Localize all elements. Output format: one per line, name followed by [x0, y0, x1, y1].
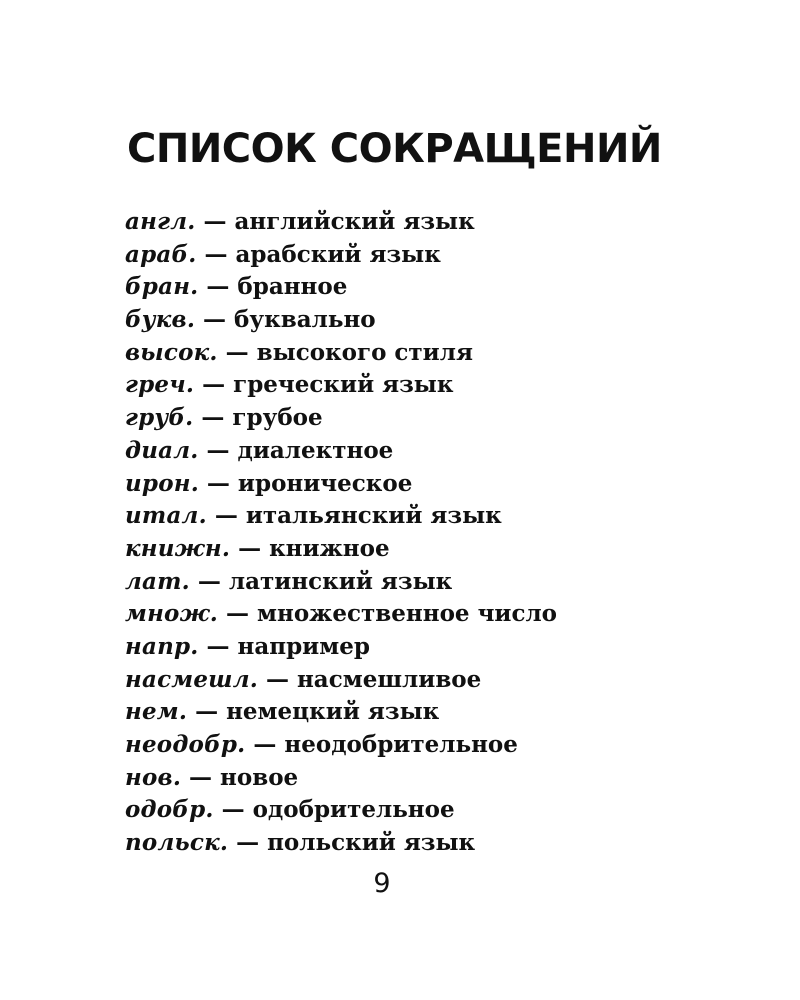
abbreviation-term: греч.: [125, 371, 195, 399]
abbreviation-entry: [125, 304, 557, 337]
abbreviation-definition: — диалектное: [198, 436, 394, 464]
abbreviation-term: насмешл.: [125, 665, 258, 693]
abbreviation-definition: — буквально: [195, 306, 376, 334]
abbreviation-definition: — грубое: [193, 404, 323, 432]
abbreviation-term: одобр.: [125, 796, 214, 824]
abbreviation-term: высок.: [125, 338, 218, 366]
abbreviation-definition: — насмешливое: [257, 665, 482, 693]
abbreviation-entry: [125, 206, 557, 239]
abbreviation-entry: [125, 271, 557, 304]
abbreviation-definition: — неодобрительное: [245, 731, 518, 758]
abbreviation-term: нем.: [125, 698, 188, 726]
abbreviation-term: диал.: [125, 436, 199, 464]
abbreviation-entry: [125, 664, 557, 697]
abbreviation-entry: [125, 402, 557, 435]
abbreviation-entry: [125, 827, 557, 860]
abbreviation-definition: — польский язык: [228, 829, 476, 857]
abbreviation-term: груб.: [125, 404, 194, 432]
abbreviation-term: ирон.: [125, 469, 199, 497]
abbreviation-term: книжн.: [125, 534, 231, 562]
abbreviation-entry: [125, 794, 557, 827]
abbreviation-entry: [125, 533, 557, 566]
abbreviation-definition: — греческий язык: [194, 371, 454, 399]
abbreviation-definition: — итальянский язык: [206, 502, 502, 530]
abbreviation-definition: — множественное число: [218, 600, 558, 628]
abbreviation-definition: — высокого стиля: [217, 338, 473, 366]
page-number: 9: [373, 868, 391, 899]
abbreviation-definition: — одобрительное: [213, 796, 455, 824]
page-title: СПИСОК СОКРАЩЕНИЙ: [127, 126, 662, 172]
abbreviation-list: [125, 206, 557, 860]
abbreviation-entry: [125, 239, 557, 272]
abbreviation-definition: — новое: [181, 763, 299, 791]
abbreviation-definition: — английский язык: [195, 208, 475, 235]
abbreviation-entry: [125, 468, 557, 501]
abbreviation-entry: [125, 762, 557, 795]
abbreviation-entry: [125, 369, 557, 402]
abbreviation-term: нов.: [125, 763, 182, 791]
abbreviation-entry: [125, 566, 557, 599]
abbreviation-entry: [125, 598, 557, 631]
abbreviation-definition: — немецкий язык: [187, 698, 440, 726]
abbreviation-entry: [125, 500, 557, 533]
abbreviation-term: напр.: [125, 632, 199, 660]
abbreviation-term: букв.: [125, 306, 196, 334]
abbreviation-term: итал.: [125, 502, 207, 530]
abbreviation-entry: [125, 337, 557, 370]
abbreviation-term: множ.: [125, 600, 219, 628]
abbreviation-definition: — латинский язык: [189, 567, 453, 595]
abbreviation-definition: — например: [198, 632, 370, 660]
abbreviation-term: польск.: [125, 829, 229, 857]
abbreviation-term: неодобр.: [125, 731, 246, 758]
abbreviation-entry: [125, 435, 557, 468]
abbreviation-entry: [125, 729, 557, 762]
abbreviation-term: англ.: [125, 208, 196, 235]
abbreviation-definition: — бранное: [198, 273, 348, 301]
abbreviation-entry: [125, 696, 557, 729]
abbreviation-term: бран.: [125, 273, 199, 301]
abbreviation-entry: [125, 631, 557, 664]
abbreviation-term: араб.: [125, 240, 197, 268]
abbreviation-definition: — книжное: [230, 534, 390, 562]
abbreviation-definition: — арабский язык: [196, 240, 441, 268]
abbreviation-definition: — ироническое: [198, 469, 413, 497]
abbreviation-term: лат.: [125, 567, 190, 595]
